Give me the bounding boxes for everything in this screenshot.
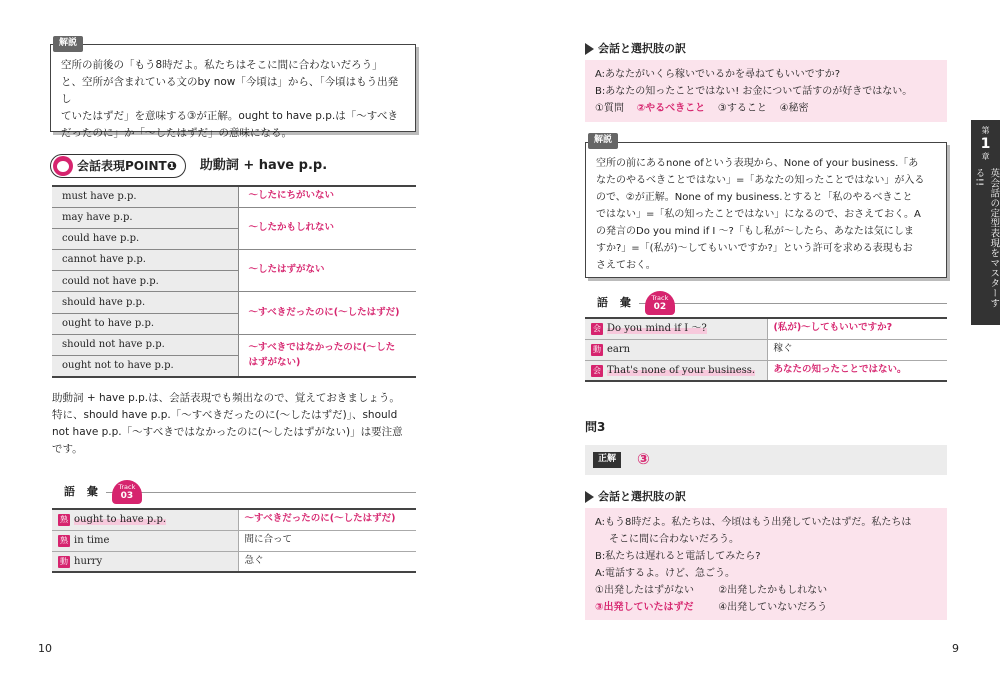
phrase-en: ought to have p.p. [52,313,238,334]
track-number: 03 [120,491,134,501]
chapter-suffix: 章 [981,152,990,161]
point-label: 会話表現POINT❶ [77,158,177,173]
choice-item: ④秘密 [779,103,809,114]
phrase-ja: 〜すべきだったのに(〜したはずだ) [238,292,416,334]
character-face-icon [53,156,73,176]
explanation-line: ていたはずだ」を意味する③が正解。ought to have p.p.は「〜すべき [61,110,399,122]
triangle-icon [585,491,594,503]
vocab-en [52,551,238,572]
table-row [52,292,416,313]
choice-row [595,599,937,616]
dialog-line: A:もう8時だよ。私たちは、今頃はもう出発していたはずだ。私たちは [595,517,912,528]
choice-item: ①出発したはずがない [595,585,694,596]
page-number-left: 10 [38,642,52,655]
track-number: 02 [653,302,667,312]
dialog-line: B:あなたの知ったことではない! お金について話すのが好きではない。 [595,86,913,97]
phrase-en: should not have p.p. [52,334,238,355]
point-heading [50,154,327,178]
note-tag: 解説 [588,133,618,149]
chapter-prefix: 第 [981,126,990,135]
question-number: 問3 [585,420,606,434]
page-number-right: 9 [952,642,959,655]
choice-item-correct: ②やるべきこと [636,103,706,114]
dialog-line: そこに間に合わないだろう。 [609,534,739,545]
answer-bar [585,445,947,475]
phrase-ja-line: 〜すべきではなかったのに(〜した [248,342,396,354]
explanation-line: 空所の前にあるnone ofという表現から、None of your business.「あ [596,158,919,169]
track-label: Track [118,483,136,491]
vocab-heading [52,480,142,504]
paragraph-line: 特に、should have p.p.「〜すべきだったのに(〜したはずだ)」、should [52,409,398,421]
word-kind-badge: 動 [60,556,68,566]
choice-row [595,582,937,599]
choice-item: ③すること [717,103,767,114]
phrase-en: could have p.p. [52,228,238,249]
dialog-box [585,60,947,122]
table-row [52,509,416,530]
vocab-label: 語 彙 [52,483,106,500]
word-kind-badge: 会 [593,365,601,375]
phrase-ja: 〜したかもしれない [238,207,416,249]
explanation-line: と、空所が含まれている文のby now「今頃は」から、「今頃はもう出発し [61,76,399,105]
dialog-heading-text: 会話と選択肢の訳 [598,42,686,55]
vocab-heading [585,291,675,315]
explanation-line: 空所の前後の「もう8時だよ。私たちはそこに間に合わないだろう」 [61,59,383,71]
phrase-en: should have p.p. [52,292,238,313]
paragraph-line: 助動詞 + have p.p.は、会話表現でも頻出なので、覚えておきましょう。 [52,392,400,404]
vocab-ja: 急ぐ [238,551,416,572]
word-kind-badge: 熟 [60,535,68,545]
table-row [585,318,947,339]
explanation-line: ではない」=「私の知ったことではない」になるので、おさえておく。A [596,209,921,220]
chapter-number: 1 [980,136,991,152]
vocab-en [585,339,767,360]
dialog-heading [585,40,686,57]
vocab-word: in time [74,534,110,546]
table-row [585,360,947,381]
choice-item: ②出発したかもしれない [718,585,828,596]
choice-list [595,100,937,117]
vocab-en [585,318,767,339]
choice-item-correct: ③出発していたはずだ [595,602,694,613]
vocab-ja: (私が)〜してもいいですか? [767,318,947,339]
phrase-ja-line: はずがない) [248,357,301,369]
phrase-en: ought not to have p.p. [52,356,238,377]
phrase-en: cannot have p.p. [52,250,238,271]
word-kind-badge: 熟 [60,515,68,524]
phrase-ja [238,334,416,376]
table-row [52,186,416,207]
dialog-line: A:あなたがいくら稼いでいるかを尋ねてもいいですか? [595,69,841,80]
phrase-ja: 〜したにちがいない [238,186,416,207]
phrase-en: may have p.p. [52,207,238,228]
explanation-line: すか?」=「(私が)〜してもいいですか?」という許可を求める表現もお [596,243,913,254]
phrase-table [52,185,416,378]
word-kind-badge: 会 [593,324,601,333]
explanation-line: だったのに」か「〜したはずだ」の意味になる。 [61,127,292,139]
explanation-box [585,142,947,278]
explanation-text [61,57,405,142]
answer-tag: 正解 [593,452,621,468]
vocab-table [585,317,947,382]
point-paragraph [52,390,417,458]
paragraph-line: です。 [52,443,83,455]
vocab-en [52,530,238,551]
choice-item: ④出発していないだろう [718,602,828,613]
explanation-line: ので、②が正解。None of my business.とすると「私のやるべきこと [596,192,913,203]
vocab-label: 語 彙 [585,294,639,311]
phrase-ja: 〜したはずがない [238,250,416,292]
triangle-icon [585,43,594,55]
dialog-line: A:電話するよ。けど、急ごう。 [595,568,736,579]
table-row [52,551,416,572]
explanation-line: さえておく。 [596,260,656,271]
vocab-ja: 〜すべきだったのに(〜したはずだ) [238,509,416,530]
word-kind-badge: 動 [593,344,601,354]
chapter-side-tab [971,120,1000,325]
vocab-word: earn [607,343,631,355]
note-tag: 解説 [53,36,83,52]
point-badge [50,154,186,178]
dialog-box [585,508,947,620]
table-row [52,334,416,355]
vocab-word: hurry [74,555,103,567]
table-row [585,339,947,360]
track-icon [112,480,142,504]
vocab-word: ought to have p.p. [74,514,167,525]
dialog-line: B:私たちは遅れると電話してみたら? [595,551,761,562]
explanation-text [596,155,936,274]
table-row [52,530,416,551]
phrase-en: could not have p.p. [52,271,238,292]
choice-item: ①質問 [595,103,624,114]
vocab-en [585,360,767,381]
vocab-ja: 間に合って [238,530,416,551]
vocab-ja: あなたの知ったことではない。 [767,360,947,381]
phrase-en: must have p.p. [52,186,238,207]
explanation-line: の発言のDo you mind if I 〜?「もし私が〜したら、あなたは気にしま [596,226,914,237]
dialog-heading [585,488,686,505]
table-row [52,250,416,271]
track-label: Track [651,294,669,302]
vocab-table [52,508,416,573]
answer-value: ③ [637,450,650,469]
vocab-word: That's none of your business. [607,364,756,376]
table-row [52,207,416,228]
chapter-title: 英会話の定型表現をマスターする!! [973,168,1000,308]
track-icon [645,291,675,315]
vocab-ja: 稼ぐ [767,339,947,360]
explanation-box [50,44,416,139]
vocab-en [52,509,238,530]
point-title: 助動詞 + have p.p. [199,157,328,173]
explanation-line: なたのやるべきことではない」=「あなたの知ったことではない」が入る [596,175,925,186]
paragraph-line: not have p.p.「〜すべきではなかったのに(〜したはずがない)」は要注意 [52,426,403,438]
dialog-heading-text: 会話と選択肢の訳 [598,490,686,503]
vocab-word: Do you mind if I 〜? [607,323,707,334]
